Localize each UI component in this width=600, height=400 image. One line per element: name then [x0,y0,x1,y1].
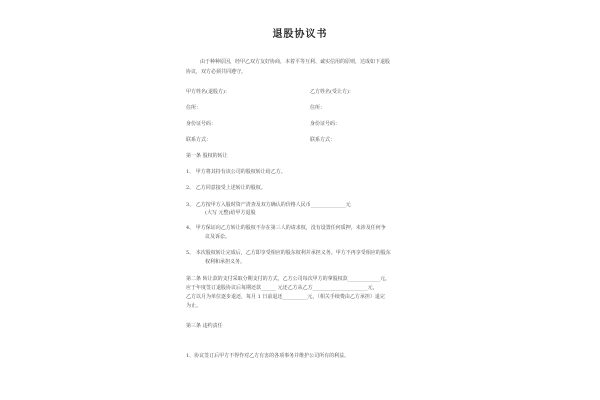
party-a-contact: 联系方式： [186,137,212,143]
article-1-item-2: 2、 乙方同意接受上述转让的股权。 [186,185,266,191]
article-1-heading: 第一条 股权的转让 [186,153,228,159]
party-b-id: 身份证号码： [310,121,341,127]
article-1-item-4-line-2: 议及诉讼。 [205,234,231,240]
party-b-name: 乙方姓名(受让方)： [310,89,354,95]
article-2-line-3: 乙方以月为单位逐步退还，每月 1 日前退还__________元，（相关手续费由乙方承担）退完 [186,294,385,300]
intro-line-1: 由于种种原因，经甲乙双方友好协商，本着平等互利、诚实信用的原则，达成如下退股 [200,59,391,65]
party-a-address: 住所： [186,105,202,111]
article-2-line-4: 为止。 [186,303,202,309]
article-1-item-5-line-1: 5、 本次股权转让完成后，乙方即享受相应的股东权利并承担义务。甲方不再享受相应的股东 [186,250,391,256]
article-1-item-5-line-2: 权利和承担义务。 [205,259,246,265]
article-1-item-3-line-2: (大写 元整)给甲方退股 [205,210,256,216]
article-1-item-3-line-1: 3、 乙方按甲方入股时资产清查及双方确认的价格人民币______________元 [186,202,351,208]
party-a-id: 身份证号码： [186,121,217,127]
article-2-line-2: 应于年度签订退股协议后每期还款______ 元还乙方从乙方______________________元， [186,285,378,291]
article-3-heading: 第三条 违约责任 [186,323,223,329]
document-title: 退股协议书 [272,29,328,40]
article-1-item-4-line-1: 4、 甲方保证向乙方转让的股权不存在第三人的请求权，没有设置任何质押，未涉及任何争 [186,225,386,231]
party-a-name: 甲方姓名(退股方)： [186,89,230,95]
article-2-line-1: 第二条 转让款的支付采取分期支付的方式，乙方公司每次甲方的拿股权款_____________元， [186,276,391,282]
party-b-contact: 联系方式： [310,137,336,143]
party-b-address: 住所： [310,105,326,111]
article-1-item-1: 1、 甲方将其持有该公司的股权转让给乙方。 [186,169,286,175]
intro-line-2: 协议，双方必须共同遵守。 [186,69,247,75]
article-3-item-1: 1、协议签订后甲方不得作对乙方有害的各项事务并维护公司所有的利益。 [186,353,350,359]
